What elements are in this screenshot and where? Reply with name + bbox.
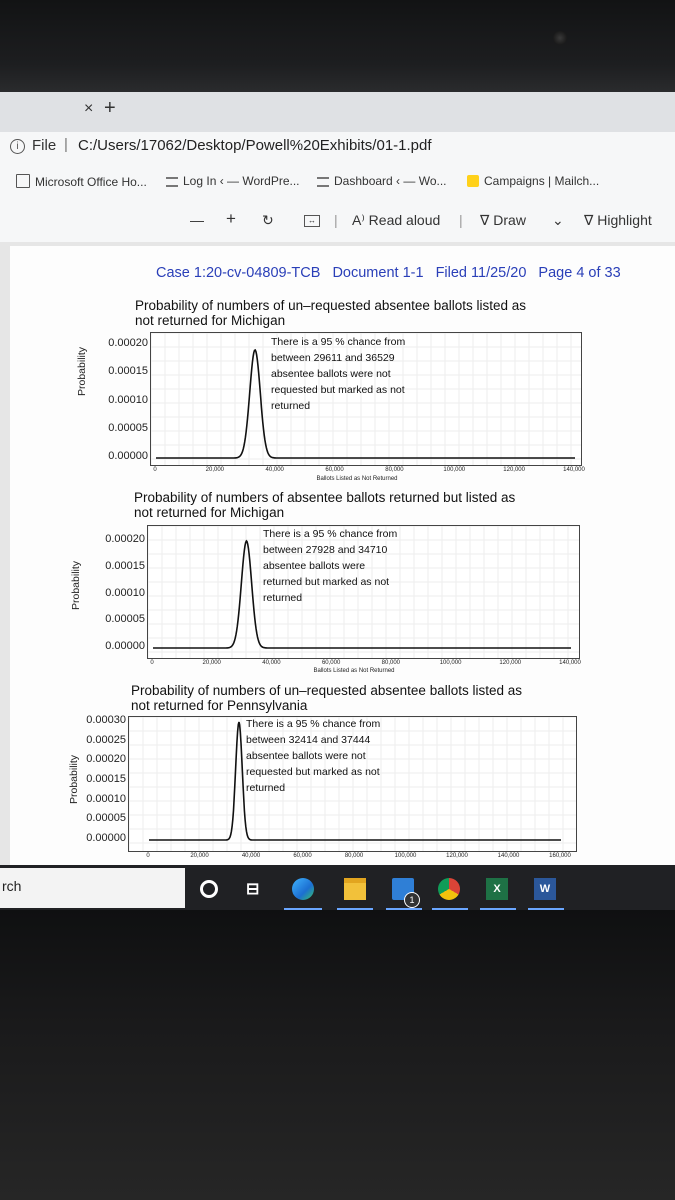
document-number: Document 1-1 [332,265,424,281]
x-tick-label: 20,000 [190,853,209,859]
wordpress-icon [166,177,178,187]
file-explorer-icon[interactable] [344,878,366,900]
cortana-icon[interactable] [200,880,218,898]
chart-3-annotation: There is a 95 % chance from between 32414 and 37444 absentee ballots were not requested but marked as not returned [246,718,381,794]
wordpress-icon [317,177,329,187]
taskbar-search-box[interactable] [0,868,185,908]
tab-close-button[interactable]: × [84,100,94,117]
x-tick-label: 60,000 [321,660,341,666]
address-separator: | [64,136,68,153]
y-tick-label: 0.00020 [105,533,145,545]
x-tick-label: 20,000 [205,467,225,473]
y-tick-label: 0.00030 [86,714,126,726]
document-header [156,265,629,281]
y-tick-label: 0.00000 [86,832,126,844]
monitor-bezel-bottom [0,910,675,1200]
x-tick-label: 80,000 [381,660,401,666]
y-tick-label: 0.00020 [86,753,126,766]
y-tick-label: 0.00010 [86,792,126,805]
page-number: Page 4 of 33 [538,265,621,281]
excel-icon[interactable]: X [486,878,508,900]
highlight-icon: ∇ [584,212,598,228]
toolbar-divider: | [334,212,338,228]
draw-icon: ∇ [480,212,494,228]
chart-1-annotation: There is a 95 % chance from between 29611 and 36529 absentee ballots were not requested but marked as not returned [271,336,406,412]
word-icon[interactable]: W [534,878,556,900]
mailchimp-icon [467,175,479,187]
y-tick-label: 0.00015 [108,365,148,378]
y-tick-label: 0.00020 [108,337,148,349]
chart-1-title: Probability of numbers of un–requested absentee ballots listed as not returned for Michigan [135,298,526,328]
x-tick-label: 120,000 [503,467,525,473]
address-bar[interactable] [0,132,675,164]
info-icon[interactable]: i [10,139,25,154]
x-tick-label: 60,000 [293,853,312,859]
filed-date: Filed 11/25/20 [435,265,527,281]
rotate-icon[interactable]: ↻ [262,212,274,228]
x-tick-label: 100,000 [394,853,417,859]
chart-1-xlabel: Ballots Listed as Not Returned [316,476,398,482]
search-text: rch [2,878,22,894]
y-tick-label: 0.00010 [105,586,145,599]
highlight-button[interactable]: ∇ Highlight [584,212,652,228]
favorite-wp-login[interactable]: Log In ‹ — WordPre... [166,174,300,188]
pdf-toolbar [0,200,675,243]
chrome-icon[interactable] [438,878,460,900]
chart-2-ylabel: Probability [70,560,82,610]
y-tick-label: 0.00005 [108,421,148,434]
zoom-out-button[interactable]: — [190,212,204,228]
case-number: Case 1:20-cv-04809-TCB [156,265,321,281]
x-tick-label: 40,000 [265,467,284,473]
favorite-office[interactable]: Microsoft Office Ho... [16,174,147,189]
fit-page-icon[interactable]: ↔ [304,215,320,227]
x-tick-label: 140,000 [497,853,520,859]
read-aloud-button[interactable]: A⁾ Read aloud [352,212,441,228]
zoom-in-button[interactable]: + [226,209,236,228]
chart-1-ylabel: Probability [76,346,88,396]
webcam-icon [553,31,567,45]
y-tick-label: 0.00000 [108,450,148,462]
tab-bar [0,92,675,132]
y-tick-label: 0.00015 [86,773,126,785]
chart-2-xlabel: Ballots Listed as Not Returned [313,668,395,674]
new-tab-button[interactable]: + [104,97,116,119]
x-tick-label: 100,000 [439,660,462,666]
chart-2-title: Probability of numbers of absentee ballots returned but listed as not returned for Michigan [134,490,516,520]
favorites-bar [0,164,675,201]
scheme-label: File [32,137,57,154]
x-tick-label: 140,000 [563,467,585,473]
x-tick-label: 0 [153,467,157,473]
y-tick-label: 0.00000 [105,640,145,652]
x-tick-label: 40,000 [262,660,281,666]
y-tick-label: 0.00005 [86,812,126,825]
document-icon [16,174,30,188]
chart-3-title: Probability of numbers of un–requested absentee ballots listed as not returned for Pennsylvania [131,683,522,713]
x-tick-label: 80,000 [344,853,364,859]
chart-2-annotation: There is a 95 % chance from between 27928 and 34710 absentee ballots were returned but marked as not returned [263,528,398,604]
x-tick-label: 20,000 [202,660,221,666]
toolbar-divider: | [459,212,463,228]
task-view-icon[interactable]: ⊟ [246,881,260,898]
y-tick-label: 0.00005 [105,613,145,626]
url-text[interactable]: C:/Users/17062/Desktop/Powell%20Exhibits/01-1.pdf [78,137,432,154]
y-tick-label: 0.00010 [108,393,148,406]
mail-badge: 1 [404,892,420,908]
x-tick-label: 120,000 [446,853,468,859]
read-aloud-icon: A⁾ [352,212,369,228]
y-tick-label: 0.00015 [105,559,145,572]
x-tick-label: 160,000 [549,853,571,859]
y-tick-label: 0.00025 [86,733,126,746]
x-tick-label: 140,000 [559,660,581,666]
x-tick-label: 80,000 [385,467,404,473]
monitor-bezel [0,0,675,92]
edge-icon[interactable] [292,878,314,900]
favorite-mailchimp[interactable]: Campaigns | Mailch... [467,174,599,188]
x-tick-label: 40,000 [241,853,261,859]
x-tick-label: 0 [146,853,150,859]
draw-button[interactable]: ∇ Draw [480,212,526,228]
chart-3-ylabel: Probability [68,754,80,804]
draw-dropdown-chevron-icon[interactable]: ⌄ [552,212,564,228]
x-tick-label: 100,000 [443,467,466,473]
x-tick-label: 0 [150,660,154,666]
x-tick-label: 120,000 [499,660,522,666]
favorite-wp-dashboard[interactable]: Dashboard ‹ — Wo... [317,174,447,188]
x-tick-label: 60,000 [325,467,344,473]
